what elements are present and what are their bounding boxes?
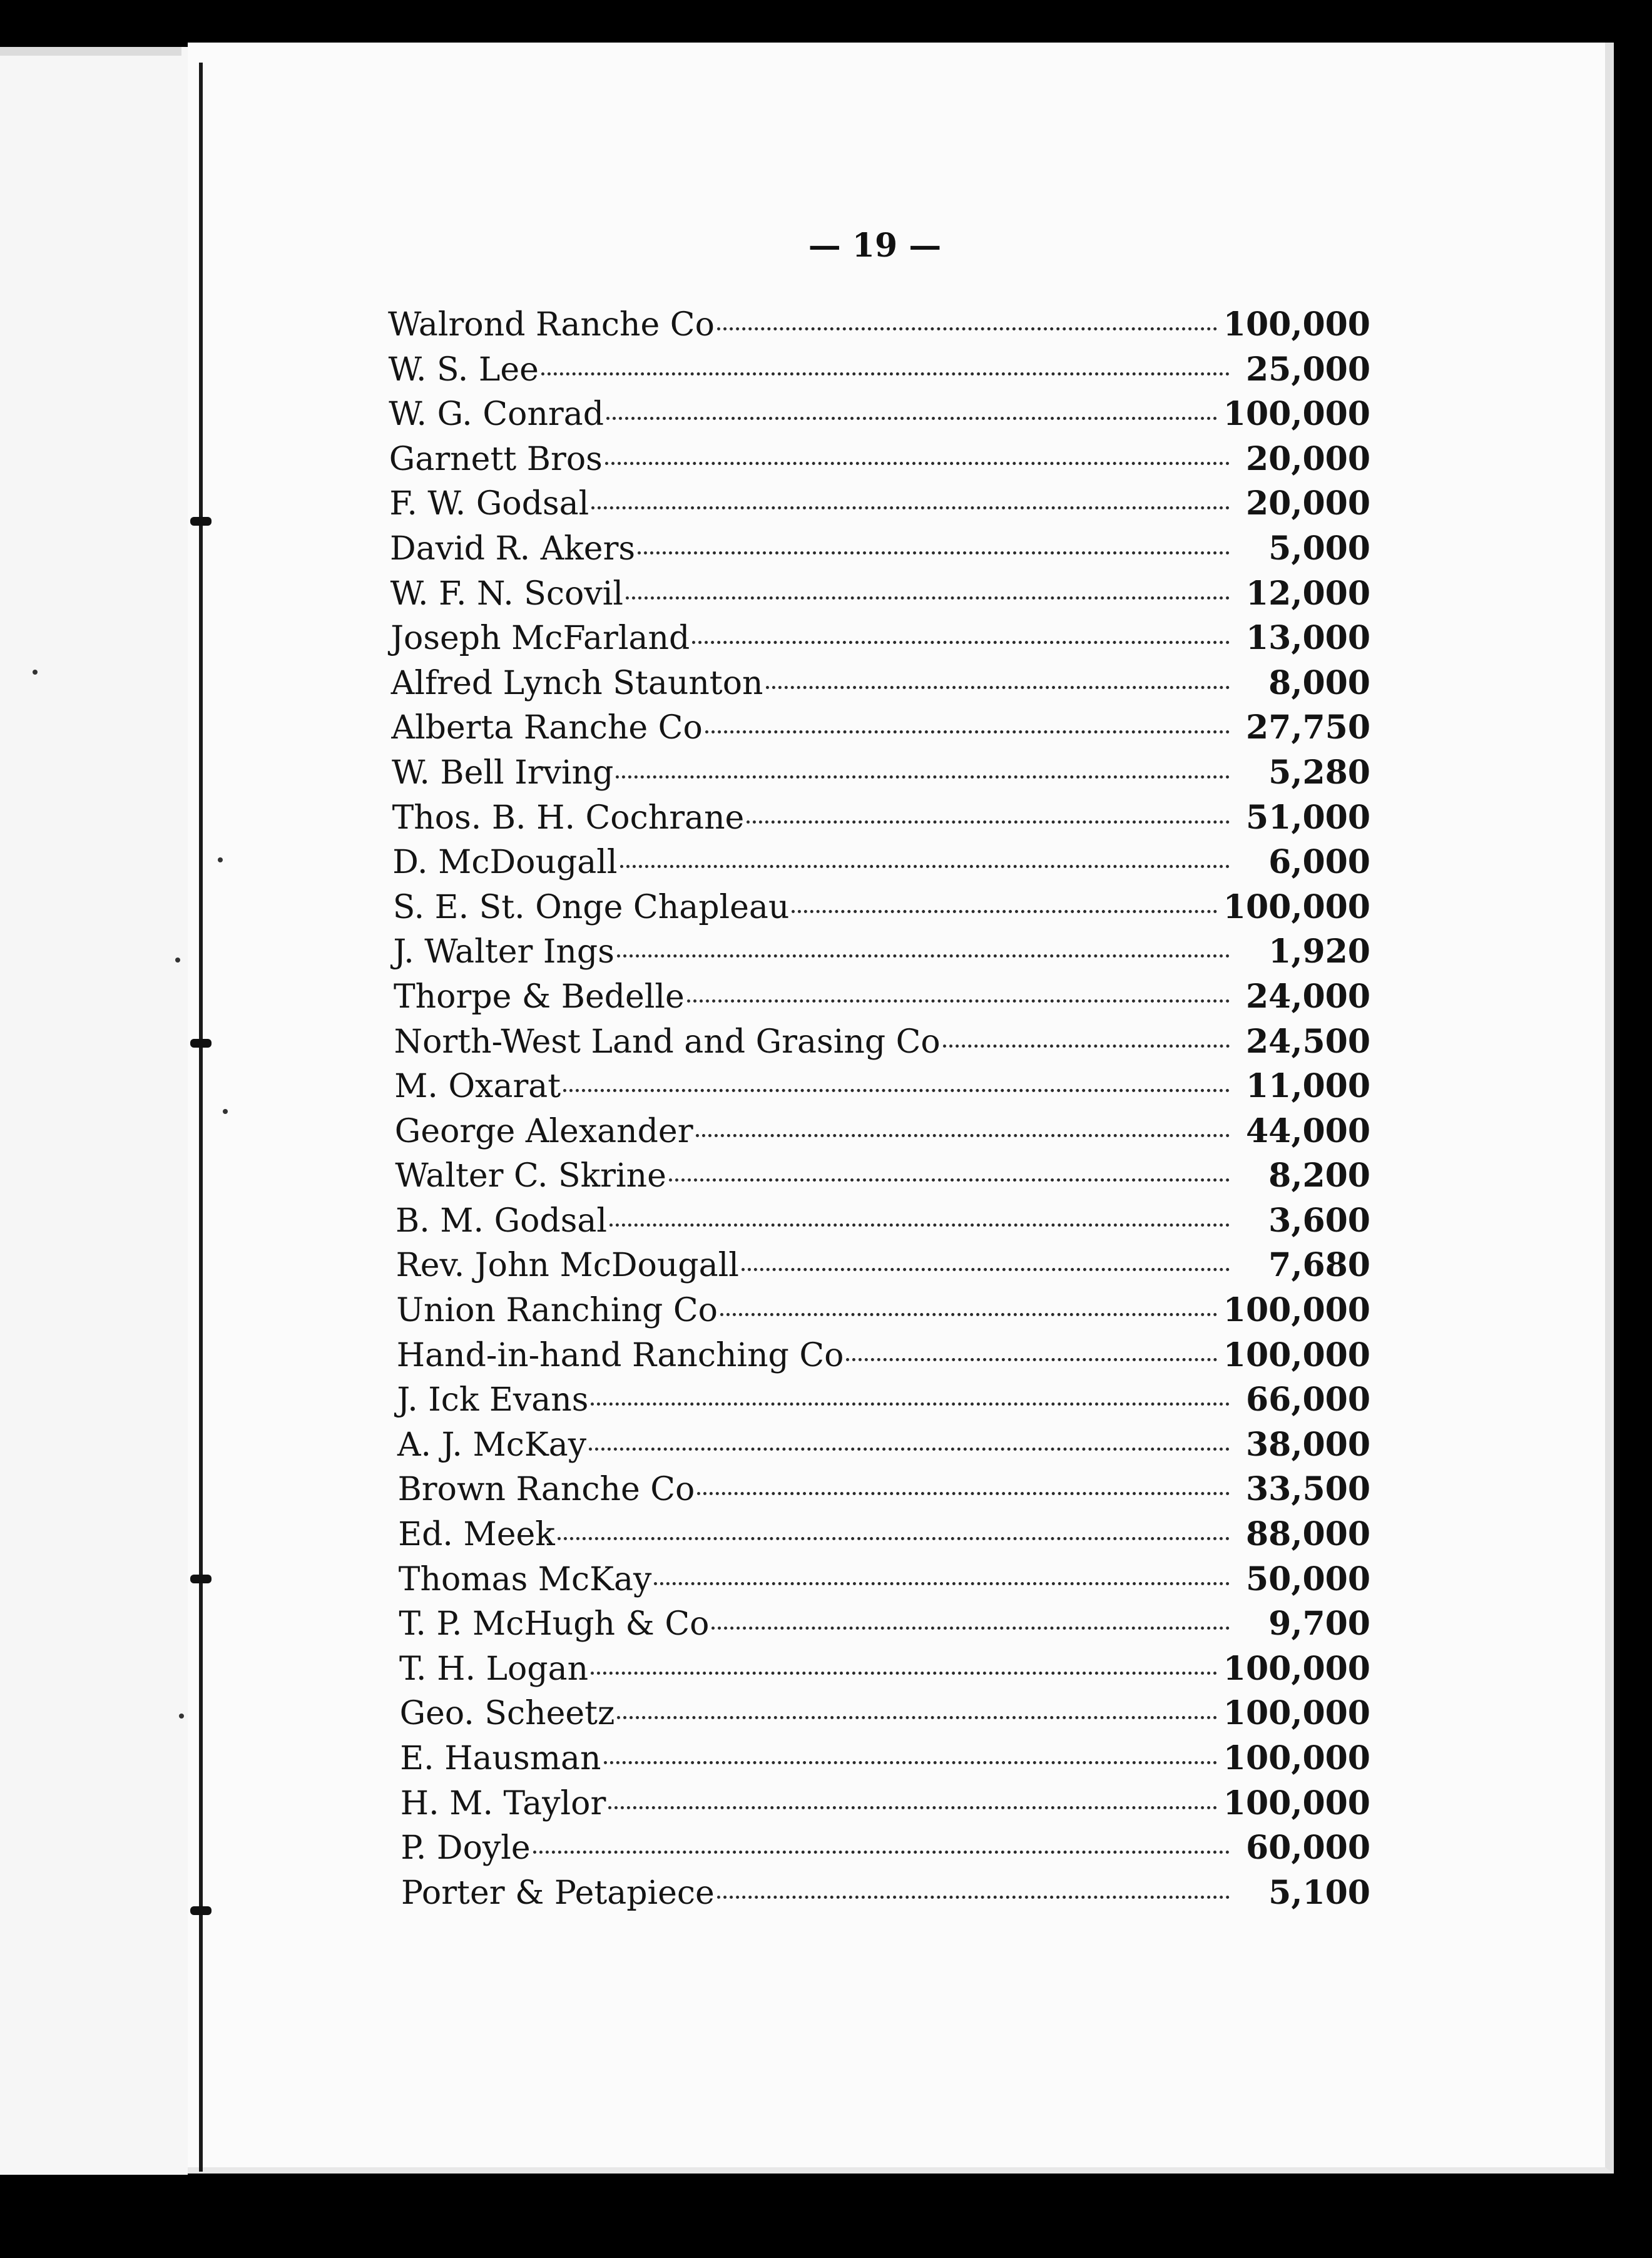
entry-amount: 100,000	[1223, 1291, 1370, 1330]
entry-name: Garnett Bros	[389, 440, 603, 478]
dot-leader	[533, 1851, 1230, 1854]
entry-name: Thomas McKay	[398, 1560, 652, 1598]
entry-name: D. McDougall	[392, 844, 618, 882]
entry-amount: 100,000	[1223, 1694, 1370, 1733]
entry-name: A. J. McKay	[397, 1426, 587, 1464]
list-item	[388, 1784, 1370, 1829]
entry-name: Alberta Ranche Co	[391, 709, 703, 747]
paper-speck	[223, 1109, 228, 1114]
entry-name: North-West Land and Grasing Co	[394, 1023, 941, 1061]
list-item	[388, 395, 1370, 440]
list-item	[388, 1112, 1370, 1157]
entry-name: J. Walter Ings	[393, 933, 614, 971]
dot-leader	[638, 551, 1230, 554]
list-item	[388, 484, 1370, 529]
dot-leader	[687, 999, 1230, 1003]
entry-amount: 20,000	[1245, 484, 1370, 523]
list-item	[388, 1023, 1370, 1068]
entry-name: David R. Akers	[390, 529, 636, 568]
list-item	[388, 440, 1370, 485]
dot-leader	[558, 1537, 1230, 1540]
entry-name: J. Ick Evans	[397, 1381, 589, 1419]
list-item	[388, 708, 1370, 754]
entry-amount: 60,000	[1245, 1829, 1370, 1867]
entry-amount: 100,000	[1223, 1784, 1370, 1822]
paper-speck	[175, 958, 180, 963]
list-item	[388, 799, 1370, 844]
entry-name: Union Ranching Co	[396, 1292, 718, 1330]
entry-amount: 66,000	[1245, 1381, 1370, 1419]
entry-amount: 50,000	[1245, 1560, 1370, 1598]
entry-amount: 8,200	[1268, 1157, 1370, 1195]
list-item	[388, 1650, 1370, 1695]
entry-name: Alfred Lynch Staunton	[390, 664, 763, 702]
binding-stitch	[190, 1906, 212, 1915]
dot-leader	[792, 910, 1216, 913]
page-number: — 19 —	[808, 227, 942, 265]
list-item	[388, 978, 1370, 1023]
dot-leader	[697, 1492, 1230, 1495]
left-page-edge	[0, 47, 181, 56]
dot-leader	[616, 775, 1230, 779]
entry-name: E. Hausman	[400, 1740, 601, 1777]
list-item	[388, 1426, 1370, 1471]
dot-leader	[717, 1896, 1230, 1899]
entry-name: W. F. N. Scovil	[390, 575, 623, 613]
entry-name: Geo. Scheetz	[399, 1695, 615, 1733]
dot-leader	[605, 462, 1230, 465]
paper-speck	[218, 857, 223, 862]
entry-name: Walter C. Skrine	[395, 1157, 666, 1195]
dot-leader	[705, 730, 1230, 733]
list-item	[388, 1605, 1370, 1650]
dot-leader	[617, 954, 1230, 958]
dot-leader	[669, 1178, 1230, 1182]
dot-leader	[742, 1268, 1230, 1271]
dot-leader	[591, 506, 1230, 509]
entry-name: W. S. Lee	[388, 350, 539, 389]
entry-amount: 27,750	[1245, 708, 1370, 747]
list-item	[388, 619, 1370, 664]
entry-amount: 51,000	[1245, 798, 1370, 837]
binding-fold	[199, 63, 203, 2172]
list-item	[388, 1336, 1370, 1381]
entry-amount: 5,100	[1268, 1873, 1370, 1912]
dot-leader	[608, 1806, 1216, 1809]
entry-amount: 1,920	[1268, 932, 1370, 971]
entry-amount: 100,000	[1223, 1649, 1370, 1688]
list-item	[388, 305, 1370, 350]
list-item	[388, 888, 1370, 933]
left-page-margin	[0, 47, 188, 2175]
list-item	[388, 932, 1370, 978]
entry-amount: 33,500	[1245, 1470, 1370, 1509]
entry-name: Ed. Meek	[398, 1516, 555, 1554]
entry-name: Hand-in-hand Ranching Co	[396, 1336, 844, 1374]
entry-name: H. M. Taylor	[400, 1784, 606, 1822]
dot-leader	[720, 1313, 1217, 1316]
list-item	[388, 843, 1370, 888]
entry-name: Walrond Ranche Co	[388, 306, 715, 344]
list-item	[388, 1381, 1370, 1426]
dot-leader	[541, 372, 1230, 375]
entry-amount: 5,000	[1268, 529, 1370, 568]
paper-speck	[33, 670, 38, 675]
entry-amount: 12,000	[1245, 574, 1370, 613]
list-item	[388, 1874, 1370, 1919]
dot-leader	[766, 686, 1230, 689]
entry-amount: 100,000	[1223, 305, 1370, 344]
list-item	[388, 1515, 1370, 1560]
dot-leader	[692, 641, 1230, 644]
entry-name: Thorpe & Bedelle	[394, 978, 685, 1016]
entry-amount: 6,000	[1268, 843, 1370, 882]
list-item	[388, 529, 1370, 575]
binding-stitch	[190, 1575, 212, 1583]
dot-leader	[591, 1402, 1230, 1406]
entry-name: Joseph McFarland	[390, 620, 690, 658]
subscription-list	[388, 305, 1370, 1918]
entry-amount: 100,000	[1223, 1336, 1370, 1374]
entry-name: Porter & Petapiece	[401, 1874, 715, 1912]
dot-leader	[717, 327, 1217, 330]
entry-amount: 3,600	[1268, 1201, 1370, 1240]
entry-name: W. G. Conrad	[389, 396, 604, 434]
dot-leader	[747, 820, 1230, 824]
list-item	[388, 1157, 1370, 1202]
dot-leader	[563, 1089, 1230, 1092]
entry-amount: 20,000	[1245, 439, 1370, 478]
dot-leader	[606, 417, 1217, 420]
list-item	[388, 1739, 1370, 1784]
list-item	[388, 575, 1370, 620]
entry-amount: 5,280	[1268, 753, 1370, 792]
entry-amount: 88,000	[1245, 1515, 1370, 1554]
entry-amount: 7,680	[1268, 1246, 1370, 1285]
dot-leader	[654, 1582, 1230, 1585]
entry-name: Brown Ranche Co	[397, 1471, 695, 1509]
entry-amount: 100,000	[1223, 395, 1370, 434]
list-item	[388, 350, 1370, 396]
dot-leader	[696, 1134, 1230, 1137]
entry-amount: 100,000	[1223, 887, 1370, 926]
entry-amount: 100,000	[1223, 1739, 1370, 1777]
list-item	[388, 664, 1370, 709]
list-item	[388, 754, 1370, 799]
paper-speck	[179, 1714, 184, 1719]
dot-leader	[711, 1627, 1230, 1630]
entry-amount: 24,500	[1245, 1022, 1370, 1061]
entry-amount: 25,000	[1245, 350, 1370, 389]
entry-name: F. W. Godsal	[389, 485, 589, 523]
entry-name: Thos. B. H. Cochrane	[392, 799, 745, 837]
entry-name: P. Doyle	[400, 1829, 531, 1867]
dot-leader	[626, 596, 1230, 600]
entry-name: Rev. John McDougall	[395, 1247, 739, 1285]
list-item	[388, 1246, 1370, 1291]
list-item	[388, 1470, 1370, 1515]
entry-name: S. E. St. Onge Chapleau	[392, 888, 790, 926]
list-item	[388, 1829, 1370, 1874]
binding-stitch	[190, 517, 212, 526]
list-item	[388, 1067, 1370, 1112]
entry-amount: 24,000	[1245, 977, 1370, 1016]
dot-leader	[604, 1761, 1217, 1764]
entry-amount: 8,000	[1268, 663, 1370, 702]
entry-amount: 9,700	[1268, 1605, 1370, 1643]
entry-name: T. H. Logan	[399, 1650, 589, 1688]
list-item	[388, 1291, 1370, 1336]
entry-amount: 11,000	[1245, 1067, 1370, 1106]
entry-amount: 38,000	[1245, 1425, 1370, 1464]
dot-leader	[609, 1224, 1230, 1227]
binding-stitch	[190, 1039, 212, 1048]
dot-leader	[943, 1045, 1230, 1048]
dot-leader	[620, 865, 1230, 868]
entry-name: George Alexander	[394, 1112, 693, 1150]
list-item	[388, 1560, 1370, 1605]
entry-name: W. Bell Irving	[392, 754, 614, 792]
entry-name: M. Oxarat	[394, 1068, 561, 1106]
list-item	[388, 1694, 1370, 1739]
dot-leader	[617, 1716, 1216, 1719]
dot-leader	[846, 1358, 1216, 1361]
entry-name: T. P. McHugh & Co	[399, 1605, 710, 1643]
dot-leader	[591, 1672, 1217, 1675]
entry-name: B. M. Godsal	[395, 1202, 608, 1240]
list-item	[388, 1202, 1370, 1247]
dot-leader	[589, 1448, 1230, 1451]
entry-amount: 13,000	[1245, 619, 1370, 658]
entry-amount: 44,000	[1245, 1111, 1370, 1150]
